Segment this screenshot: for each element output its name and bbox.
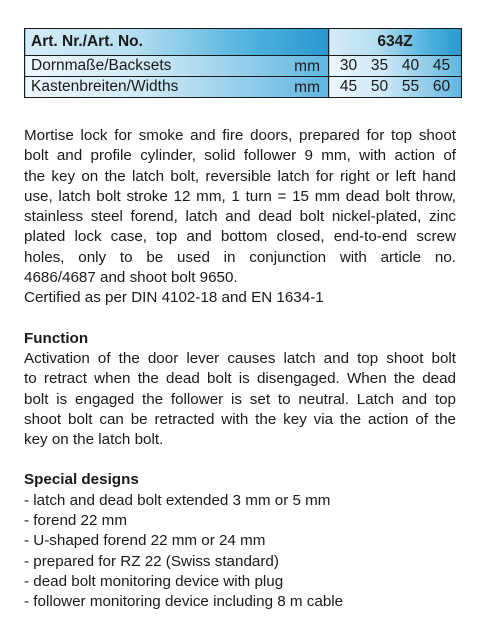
spec-table xyxy=(24,28,462,98)
description-line: plated lock case, top and bottom closed, end-to-end screw xyxy=(24,228,456,246)
function-line: Activation of the door lever causes latch and top shoot bolt xyxy=(24,349,456,367)
special-designs-heading: Special designs xyxy=(24,471,139,489)
article-number-label: Art. Nr./Art. No. xyxy=(25,29,329,56)
width-value: 60 xyxy=(432,78,451,95)
description-line: Certified as per DIN 4102-18 and EN 1634-1 xyxy=(24,289,324,307)
backset-value: 30 xyxy=(339,57,358,74)
description-line: the key on the latch bolt, reversible latch for right or left hand xyxy=(24,167,456,185)
width-value: 45 xyxy=(339,78,358,95)
table-row-backsets xyxy=(25,56,462,77)
function-line: key on the latch bolt. xyxy=(24,431,164,449)
widths-unit: mm xyxy=(294,79,320,96)
function-line: shoot bolt can be retracted with the key via the action of the xyxy=(24,410,456,428)
widths-label: Kastenbreiten/Widths xyxy=(31,78,179,95)
description-line: Mortise lock for smoke and fire doors, prepared for top shoot xyxy=(24,127,456,144)
body-text xyxy=(24,126,456,613)
description-line: 4686/4687 and shoot bolt 9650. xyxy=(24,269,238,287)
list-item: - dead bolt monitoring device with plug xyxy=(24,572,284,590)
function-heading: Function xyxy=(24,329,89,347)
description-paragraph xyxy=(24,126,456,309)
backset-value: 40 xyxy=(401,57,420,74)
list-item: - U-shaped forend 22 mm or 24 mm xyxy=(24,532,266,550)
list-item: - follower monitoring device including 8 m cable xyxy=(24,593,344,611)
special-designs-list xyxy=(24,491,456,613)
description-line: stainless steel forend, latch and dead bolt nickel-plated, zinc xyxy=(24,208,456,226)
description-line: holes, only to be used in conjunction with article no. xyxy=(24,248,456,266)
description-line: use, latch bolt stroke 12 mm, 1 turn = 15 mm dead bolt throw, xyxy=(24,187,456,205)
width-value: 50 xyxy=(370,78,389,95)
width-value: 55 xyxy=(401,78,420,95)
table-header-row xyxy=(25,29,462,56)
backsets-label-cell xyxy=(25,56,329,77)
function-line: to retract when the dead bolt is disengaged. When the dead xyxy=(24,370,456,388)
backsets-unit: mm xyxy=(294,58,320,75)
backsets-values xyxy=(329,56,462,77)
description-line: bolt and profile cylinder, solid follower 9 mm, with action of xyxy=(24,147,456,165)
list-item: - latch and dead bolt extended 3 mm or 5 mm xyxy=(24,491,331,509)
backsets-label: Dornmaße/Backsets xyxy=(31,57,172,74)
backset-value: 45 xyxy=(432,57,451,74)
function-line: bolt is engaged the follower is set to neutral. Latch and top xyxy=(24,390,456,408)
table-row-widths xyxy=(25,77,462,98)
widths-values xyxy=(329,77,462,98)
widths-label-cell xyxy=(25,77,329,98)
function-paragraph xyxy=(24,349,456,450)
list-item: - forend 22 mm xyxy=(24,512,127,530)
list-item: - prepared for RZ 22 (Swiss standard) xyxy=(24,552,279,570)
backset-value: 35 xyxy=(370,57,389,74)
article-number-value: 634Z xyxy=(329,29,462,56)
